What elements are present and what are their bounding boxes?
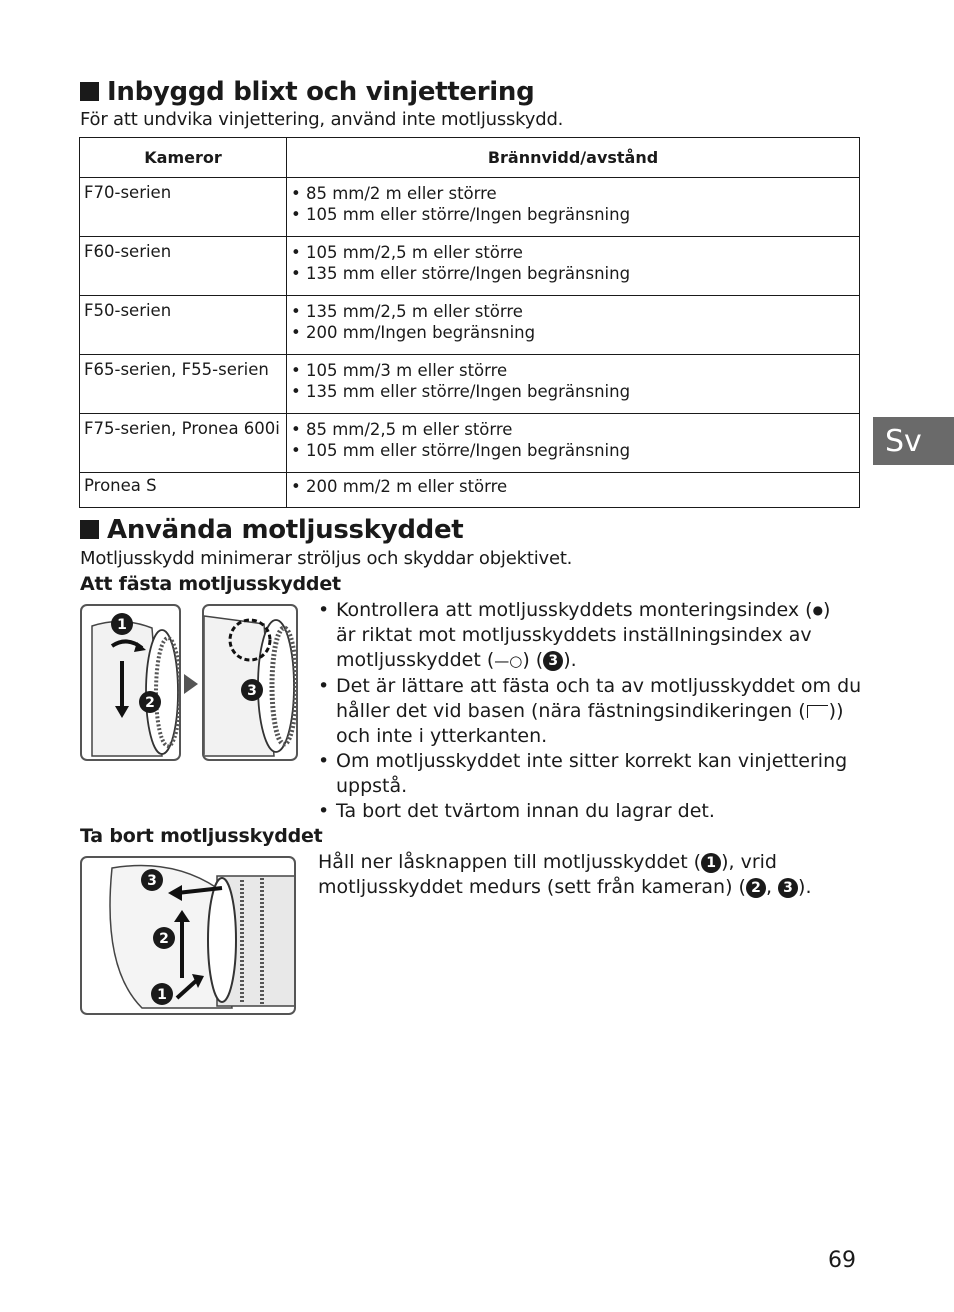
callout-2: 2 xyxy=(159,931,169,947)
table-header-row xyxy=(80,138,860,178)
attachment-indicator-icon xyxy=(807,705,828,718)
attach-illustration-2 xyxy=(202,604,298,761)
range-cell xyxy=(287,414,860,473)
callout-3: 3 xyxy=(247,683,257,699)
range-line: • 200 mm/2 m eller större xyxy=(291,477,508,496)
range-line: • 135 mm eller större/Ingen begränsning xyxy=(291,382,631,401)
range-line: • 85 mm/2 m eller större xyxy=(291,184,497,203)
list-item: • Om motljusskyddet inte sitter korrekt kan vinjettering uppstå. xyxy=(318,749,858,799)
callout-1: 1 xyxy=(157,987,167,1003)
range-cell xyxy=(287,237,860,296)
lens-hood-remove-drawing xyxy=(82,858,294,1013)
section-title-flash: Inbyggd blixt och vinjettering xyxy=(80,77,534,107)
table-row xyxy=(80,296,860,355)
section-intro-hood: Motljusskydd minimerar ströljus och skyddar objektivet. xyxy=(80,548,573,569)
lens-hood-index-drawing xyxy=(204,606,296,759)
step-1-icon: 1 xyxy=(701,853,721,873)
table-row xyxy=(80,414,860,473)
section-intro-flash: För att undvika vinjettering, använd inte motljusskydd. xyxy=(80,109,564,130)
range-line: • 105 mm/2,5 m eller större xyxy=(291,243,523,262)
range-cell xyxy=(287,473,860,508)
camera-cell: F65-serien, F55-serien xyxy=(80,355,287,414)
callout-3: 3 xyxy=(147,873,157,889)
table-row xyxy=(80,473,860,508)
section-title-hood: Använda motljusskyddet xyxy=(80,515,463,545)
step-3-icon: 3 xyxy=(543,651,563,671)
list-item: • Ta bort det tvärtom innan du lagrar det. xyxy=(318,799,858,824)
remove-heading: Ta bort motljusskyddet xyxy=(80,825,323,847)
callout-1: 1 xyxy=(117,617,127,633)
camera-cell: F60-serien xyxy=(80,237,287,296)
table-header: Kameror xyxy=(80,138,287,178)
page-number: 69 xyxy=(828,1248,856,1273)
range-line: • 105 mm eller större/Ingen begränsning xyxy=(291,441,631,460)
mounting-index-dot-icon: ● xyxy=(812,603,824,617)
range-line: • 135 mm eller större/Ingen begränsning xyxy=(291,264,631,283)
camera-cell: Pronea S xyxy=(80,473,287,508)
camera-cell: F50-serien xyxy=(80,296,287,355)
language-tab: Sv xyxy=(873,417,954,465)
list-item: • Det är lättare att fästa och ta av motljusskyddet om du håller det vid basen (nära fästningsindikeringen ( )) och inte i ytterkanten. xyxy=(318,674,858,749)
setting-index-icon: —○ xyxy=(494,652,523,670)
range-line: • 135 mm/2,5 m eller större xyxy=(291,302,523,321)
attach-heading: Att fästa motljusskyddet xyxy=(80,573,341,595)
square-bullet-icon xyxy=(80,82,99,101)
lens-hood-attach-drawing xyxy=(82,606,179,759)
table-header: Brännvidd/avstånd xyxy=(287,138,860,178)
range-cell xyxy=(287,355,860,414)
attach-instructions xyxy=(318,598,862,824)
table-row xyxy=(80,355,860,414)
range-line: • 105 mm/3 m eller större xyxy=(291,361,508,380)
remove-instructions: Håll ner låsknappen till motljusskyddet ( 1 ), vrid motljusskyddet medurs (sett från kameran) ( 2 , 3 ). xyxy=(318,851,812,898)
range-line: • 105 mm eller större/Ingen begränsning xyxy=(291,205,631,224)
next-step-arrow-icon xyxy=(182,672,200,696)
callout-2: 2 xyxy=(145,695,155,711)
range-cell xyxy=(287,178,860,237)
camera-cell: F75-serien, Pronea 600i xyxy=(80,414,287,473)
range-line: • 200 mm/Ingen begränsning xyxy=(291,323,536,342)
camera-cell: F70-serien xyxy=(80,178,287,237)
table-row xyxy=(80,178,860,237)
table-row xyxy=(80,237,860,296)
remove-illustration xyxy=(80,856,296,1015)
step-3-icon: 3 xyxy=(778,878,798,898)
range-cell xyxy=(287,296,860,355)
vignetting-table xyxy=(79,137,860,508)
list-item: • Kontrollera att motljusskyddets monteringsindex (●) är riktat mot motljusskyddets inställningsindex av motljusskyddet (—○) ( 3 ). xyxy=(318,598,858,674)
attach-illustration-1 xyxy=(80,604,181,761)
square-bullet-icon xyxy=(80,520,99,539)
range-line: • 85 mm/2,5 m eller större xyxy=(291,420,513,439)
step-2-icon: 2 xyxy=(746,878,766,898)
